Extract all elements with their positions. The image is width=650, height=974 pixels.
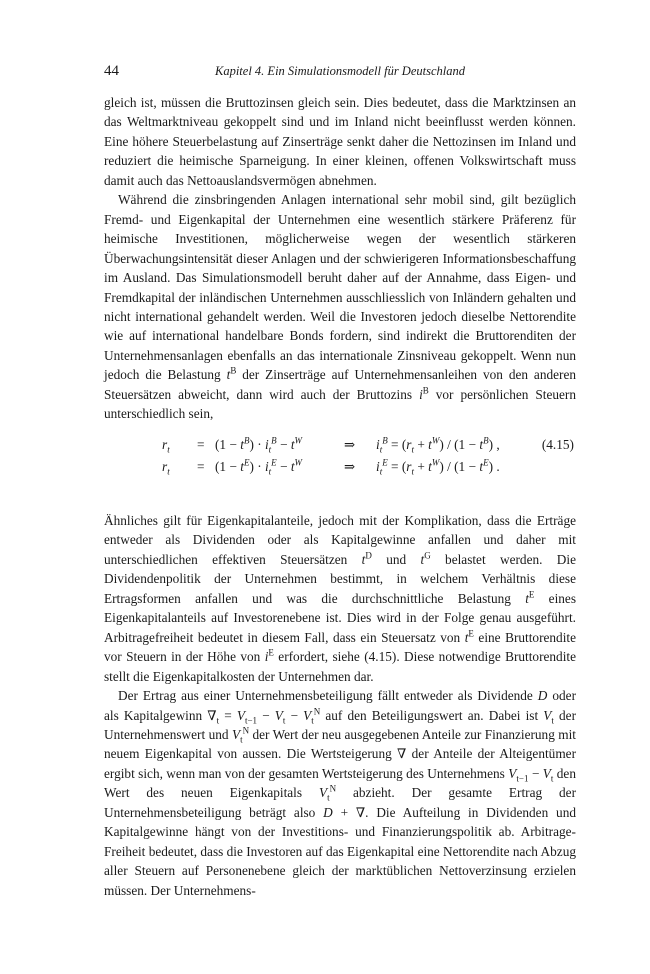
page-header [104, 63, 576, 83]
running-title: Kapitel 4. Ein Simulationsmodell für Deutschland [215, 64, 465, 78]
paragraph-1: gleich ist, müssen die Bruttozinsen gleich sein. Dies bedeutet, dass die Marktzinsen an das Weltmarktniveau gekoppelt sind und im Inland nicht beeinflusst werden können. Eine höhere Steuerbelastung auf Zinserträge senkt daher die Nettozinsen im Inland und reduziert die heimische Sparneigung. In einer kleinen, offenen Volkswirtschaft muss damit auch das Nettoauslandsvermögen abnehmen. [104, 95, 576, 188]
paragraph-4: Der Ertrag aus einer Unternehmensbeteiligung fällt entweder als Dividende D oder als Kapitalgewinn $\nabla_t = V_{t-1} - V_t - V_t^N$ auf den Beteiligungswert an. Dabei ist $V_t$ der Unternehmenswert und $V_t^N$ der Wert der neu ausgegebenen Anteile zur Finanzierung mit neuem Eigenkapital von aussen. Die Wertsteigerung ∇ der Anteile der Alteigentümer ergibt sich, wenn man von der gesamten Wertsteigerung des Unternehmens $V_{t-1} - V_t$ den Wert des neuen Eigenkapitals $V_t^N$ abzieht. Der gesamte Ertrag der Unternehmensbeteiligung beträgt also D + ∇. Die Aufteilung in Dividenden und Kapitalgewinne hängt von der Investitions- und Finanzierungspolitik ab. Arbitrage-Freiheit bedeutet, dass die Investoren auf das Eigenkapital eine Nettorendite nach Abzug aller Steuern auf Personenebene gleich der marktüblichen Nettoverzinsung erzielen müssen. Der Unternehmens- [104, 688, 576, 898]
body-text-bottom [104, 511, 576, 900]
page-number: 44 [104, 63, 119, 79]
body-text-top [104, 93, 576, 424]
paragraph-2: Während die zinsbringenden Anlagen international sehr mobil sind, gilt bezüglich Fremd- und Eigenkapital der Unternehmen eine wesentlich stärkere Präferenz für heimische Investitionen, möglicherweise wegen der wesentlich stärkeren Überwachungsintensität dieser Anlagen und der schwierigeren Informationsbeschaffung im Ausland. Das Simulationsmodell beruht daher auf der Annahme, dass Eigen- und Fremdkapital der inländischen Unternehmen ausschliesslich von Inländern gehalten und nicht international gehandelt werden. Weil die Investoren jedoch dieselbe Nettorendite wie auf international handelbare Bonds fordern, sind indirekt die Bruttorenditen der Unternehmensanlagen ebenfalls an das internationale Zinsniveau gekoppelt. Wenn nun jedoch die Belastung $t^B$ der Zinserträge auf Unternehmensanleihen von den anderen Steuersätzen abweicht, dann wird auch der Bruttozins $i^B$ vor persönlichen Steuern unterschiedlich sein, [104, 192, 577, 422]
paragraph-3: Ähnliches gilt für Eigenkapitalanteile, jedoch mit der Komplikation, dass die Erträge entweder als Dividenden oder als Kapitalgewinne anfallen und daher mit unterschiedlichen effektiven Steuersätzen $t^D$ und $t^G$ belastet werden. Die Dividendenpolitik der Unternehmen bestimmt, in welchem Verhältnis diese Ertragsformen anfallen und was die durchschnittliche Belastung $t^E$ eines Eigenkapitalanteils auf Investorenebene ist. Dies wird in der Folge genau ausgeführt. Arbitragefreiheit bedeutet in diesem Fall, dass ein Steuersatz von $t^E$ eine Bruttorendite vor Steuern in der Höhe von $i^E$ erfordert, siehe (4.15). Diese notwendige Bruttorendite stellt die Eigenkapitalkosten der Unternehmen dar. [104, 513, 577, 684]
equation-number: (4.15) [541, 437, 574, 452]
equation-row-1: $r_t$ = $(1 - t^B) \cdot i_t^B - t^W$ ⇒ $i_t^B = (r_t + t^W) / (1 - t^B)$ , (4.15) [162, 435, 574, 455]
equation-row-2: $r_t$ = $(1 - t^E) \cdot i_t^E - t^W$ ⇒ $i_t^E = (r_t + t^W) / (1 - t^E)$ . [162, 457, 500, 477]
